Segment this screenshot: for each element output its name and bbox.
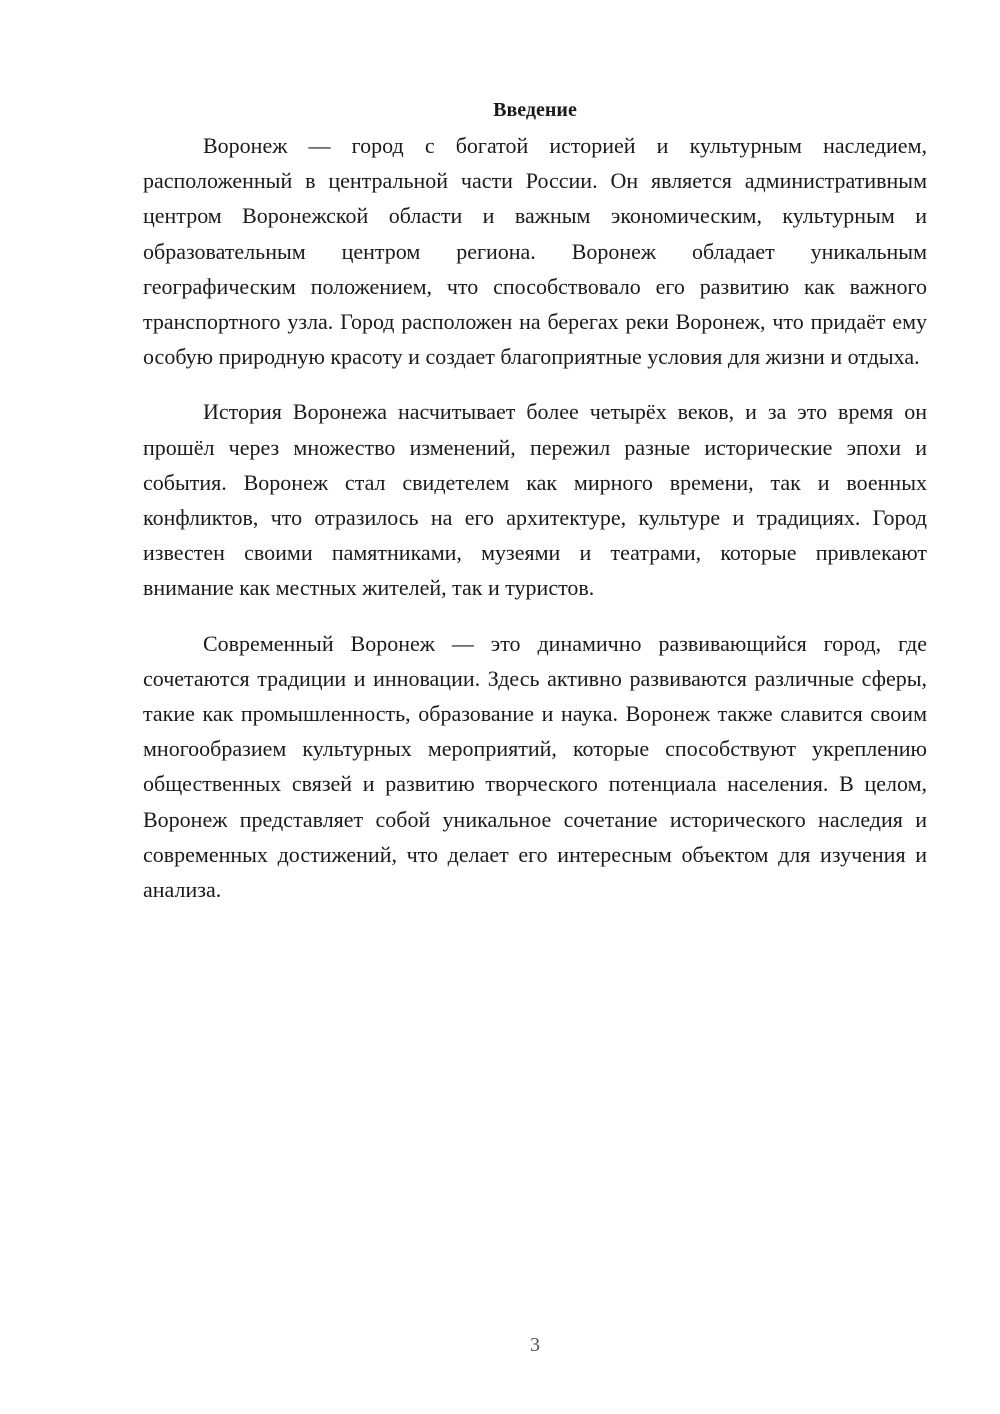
section-heading: Введение (493, 99, 577, 121)
page-content (143, 92, 927, 907)
paragraph-3: Современный Воронеж — это динамично развивающийся город, где сочетаются традиции и инновации. Здесь активно развиваются различные сферы, такие как промышленность, образование и наука. Воронеж также славится своим многообразием культурных мероприятий, которые способствуют укреплению общественных связей и развитию творческого потенциала населения. В целом, Воронеж представляет собой уникальное сочетание исторического наследия и современных достижений, что делает его интересным объектом для изучения и анализа. (143, 630, 927, 903)
paragraph-2: История Воронежа насчитывает более четырёх веков, и за это время он прошёл через множество изменений, пережил разные исторические эпохи и события. Воронеж стал свидетелем как мирного времени, так и военных конфликтов, что отразилось на его архитектуре, культуре и традициях. Город известен своими памятниками, музеями и театрами, которые привлекают внимание как местных жителей, так и туристов. (143, 399, 927, 601)
page-number: 3 (530, 1334, 540, 1356)
paragraph-1: Воронеж — город с богатой историей и культурным наследием, расположенный в центральной части России. Он является административным центром Воронежской области и важным экономическим, культурным и образовательным центром региона. Воронеж обладает уникальным географическим положением, что способствовало его развитию как важного транспортного узла. Город расположен на берегах реки Воронеж, что придаёт ему особую природную красоту и создает благоприятные условия для жизни и отдыха. (143, 133, 927, 370)
